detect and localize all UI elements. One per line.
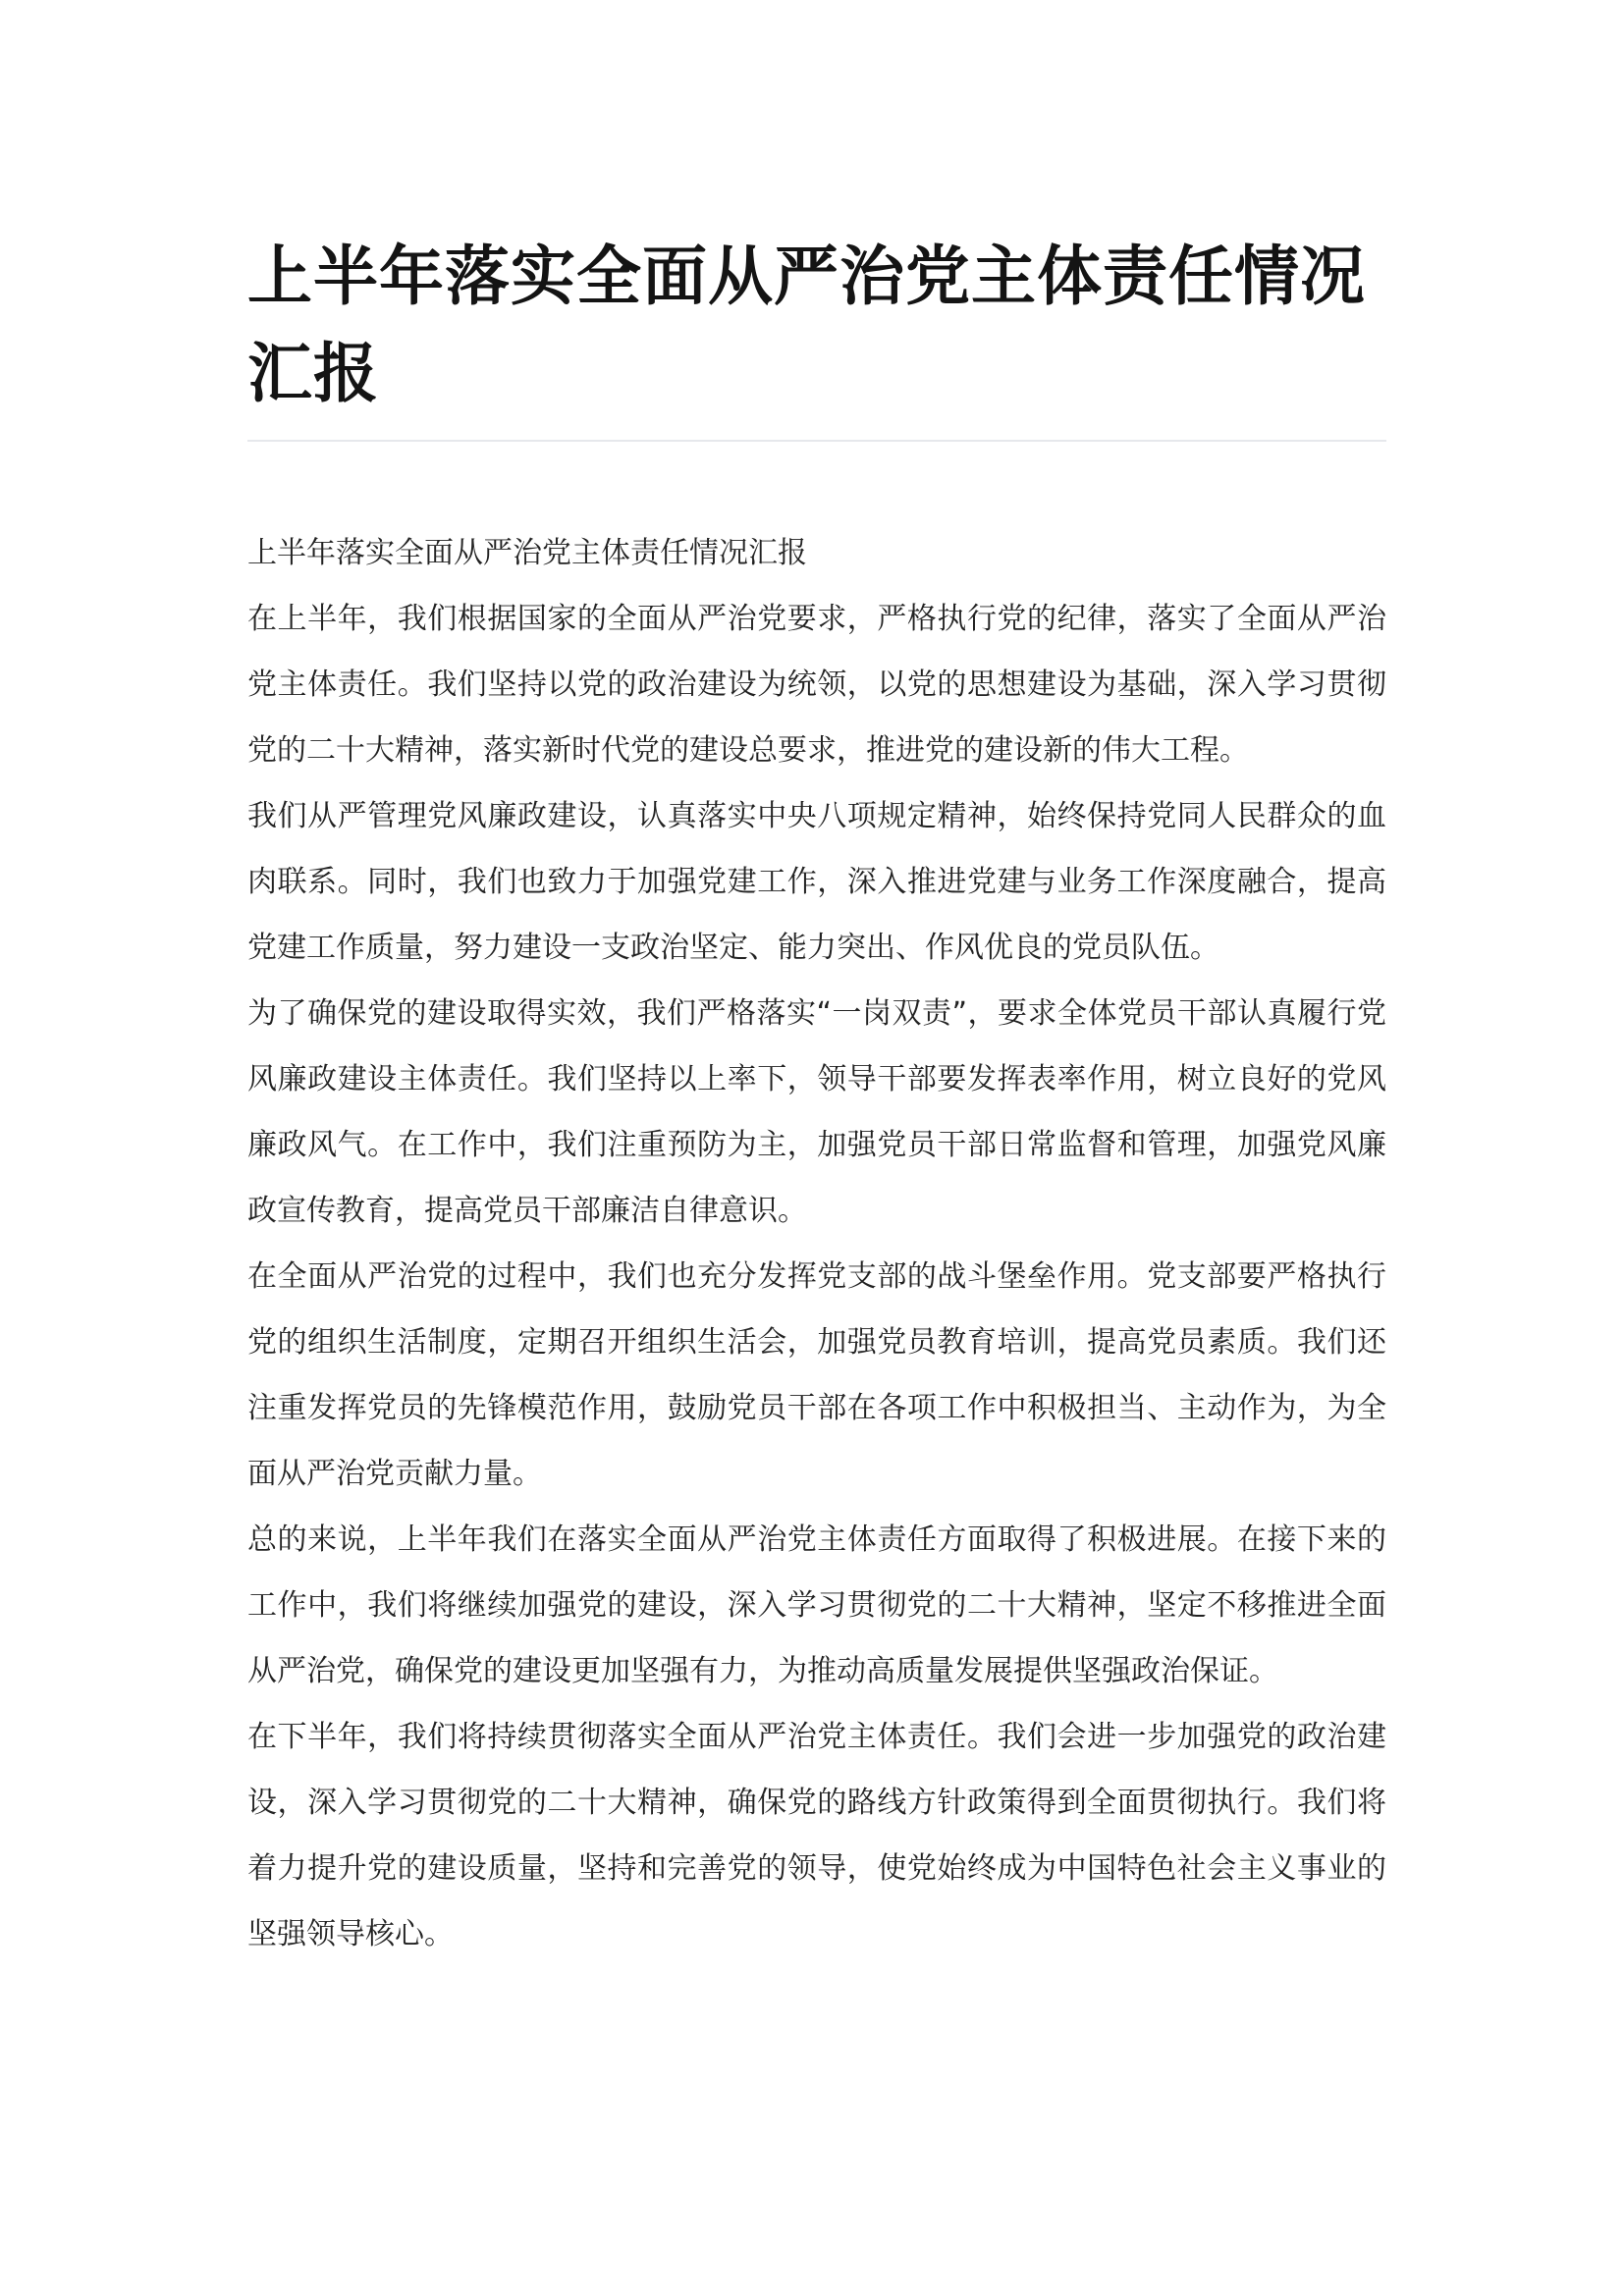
document-page [247,0,1386,1967]
body-paragraph: 为了确保党的建设取得实效，我们严格落实“一岗双责”，要求全体党员干部认真履行党风廉政建设主体责任。我们坚持以上率下，领导干部要发挥表率作用，树立良好的党风廉政风气。在工作中，我们注重预防为主，加强党员干部日常监督和管理，加强党风廉政宣传教育，提高党员干部廉洁自律意识。 [247,996,1386,1228]
document-body [247,520,1386,1967]
body-paragraph: 在全面从严治党的过程中，我们也充分发挥党支部的战斗堡垒作用。党支部要严格执行党的组织生活制度，定期召开组织生活会，加强党员教育培训，提高党员素质。我们还注重发挥党员的先锋模范作用，鼓励党员干部在各项工作中积极担当、主动作为，为全面从严治党贡献力量。 [247,1259,1386,1491]
body-paragraph: 我们从严管理党风廉政建设，认真落实中央八项规定精神，始终保持党同人民群众的血肉联系。同时，我们也致力于加强党建工作，深入推进党建与业务工作深度融合，提高党建工作质量，努力建设一支政治坚定、能力突出、作风优良的党员队伍。 [247,799,1386,965]
body-paragraph: 总的来说，上半年我们在落实全面从严治党主体责任方面取得了积极进展。在接下来的工作中，我们将继续加强党的建设，深入学习贯彻党的二十大精神，坚定不移推进全面从严治党，确保党的建设更加坚强有力，为推动高质量发展提供坚强政治保证。 [247,1522,1386,1688]
document-title: 上半年落实全面从严治党主体责任情况汇报 [247,239,1366,411]
title-divider [247,440,1386,442]
body-paragraph: 在上半年，我们根据国家的全面从严治党要求，严格执行党的纪律，落实了全面从严治党主体责任。我们坚持以党的政治建设为统领，以党的思想建设为基础，深入学习贯彻党的二十大精神，落实新时代党的建设总要求，推进党的建设新的伟大工程。 [247,602,1386,768]
body-paragraph: 在下半年，我们将持续贯彻落实全面从严治党主体责任。我们会进一步加强党的政治建设，深入学习贯彻党的二十大精神，确保党的路线方针政策得到全面贯彻执行。我们将着力提升党的建设质量，坚持和完善党的领导，使党始终成为中国特色社会主义事业的坚强领导核心。 [247,1720,1386,1951]
body-paragraph-subtitle: 上半年落实全面从严治党主体责任情况汇报 [247,536,807,570]
